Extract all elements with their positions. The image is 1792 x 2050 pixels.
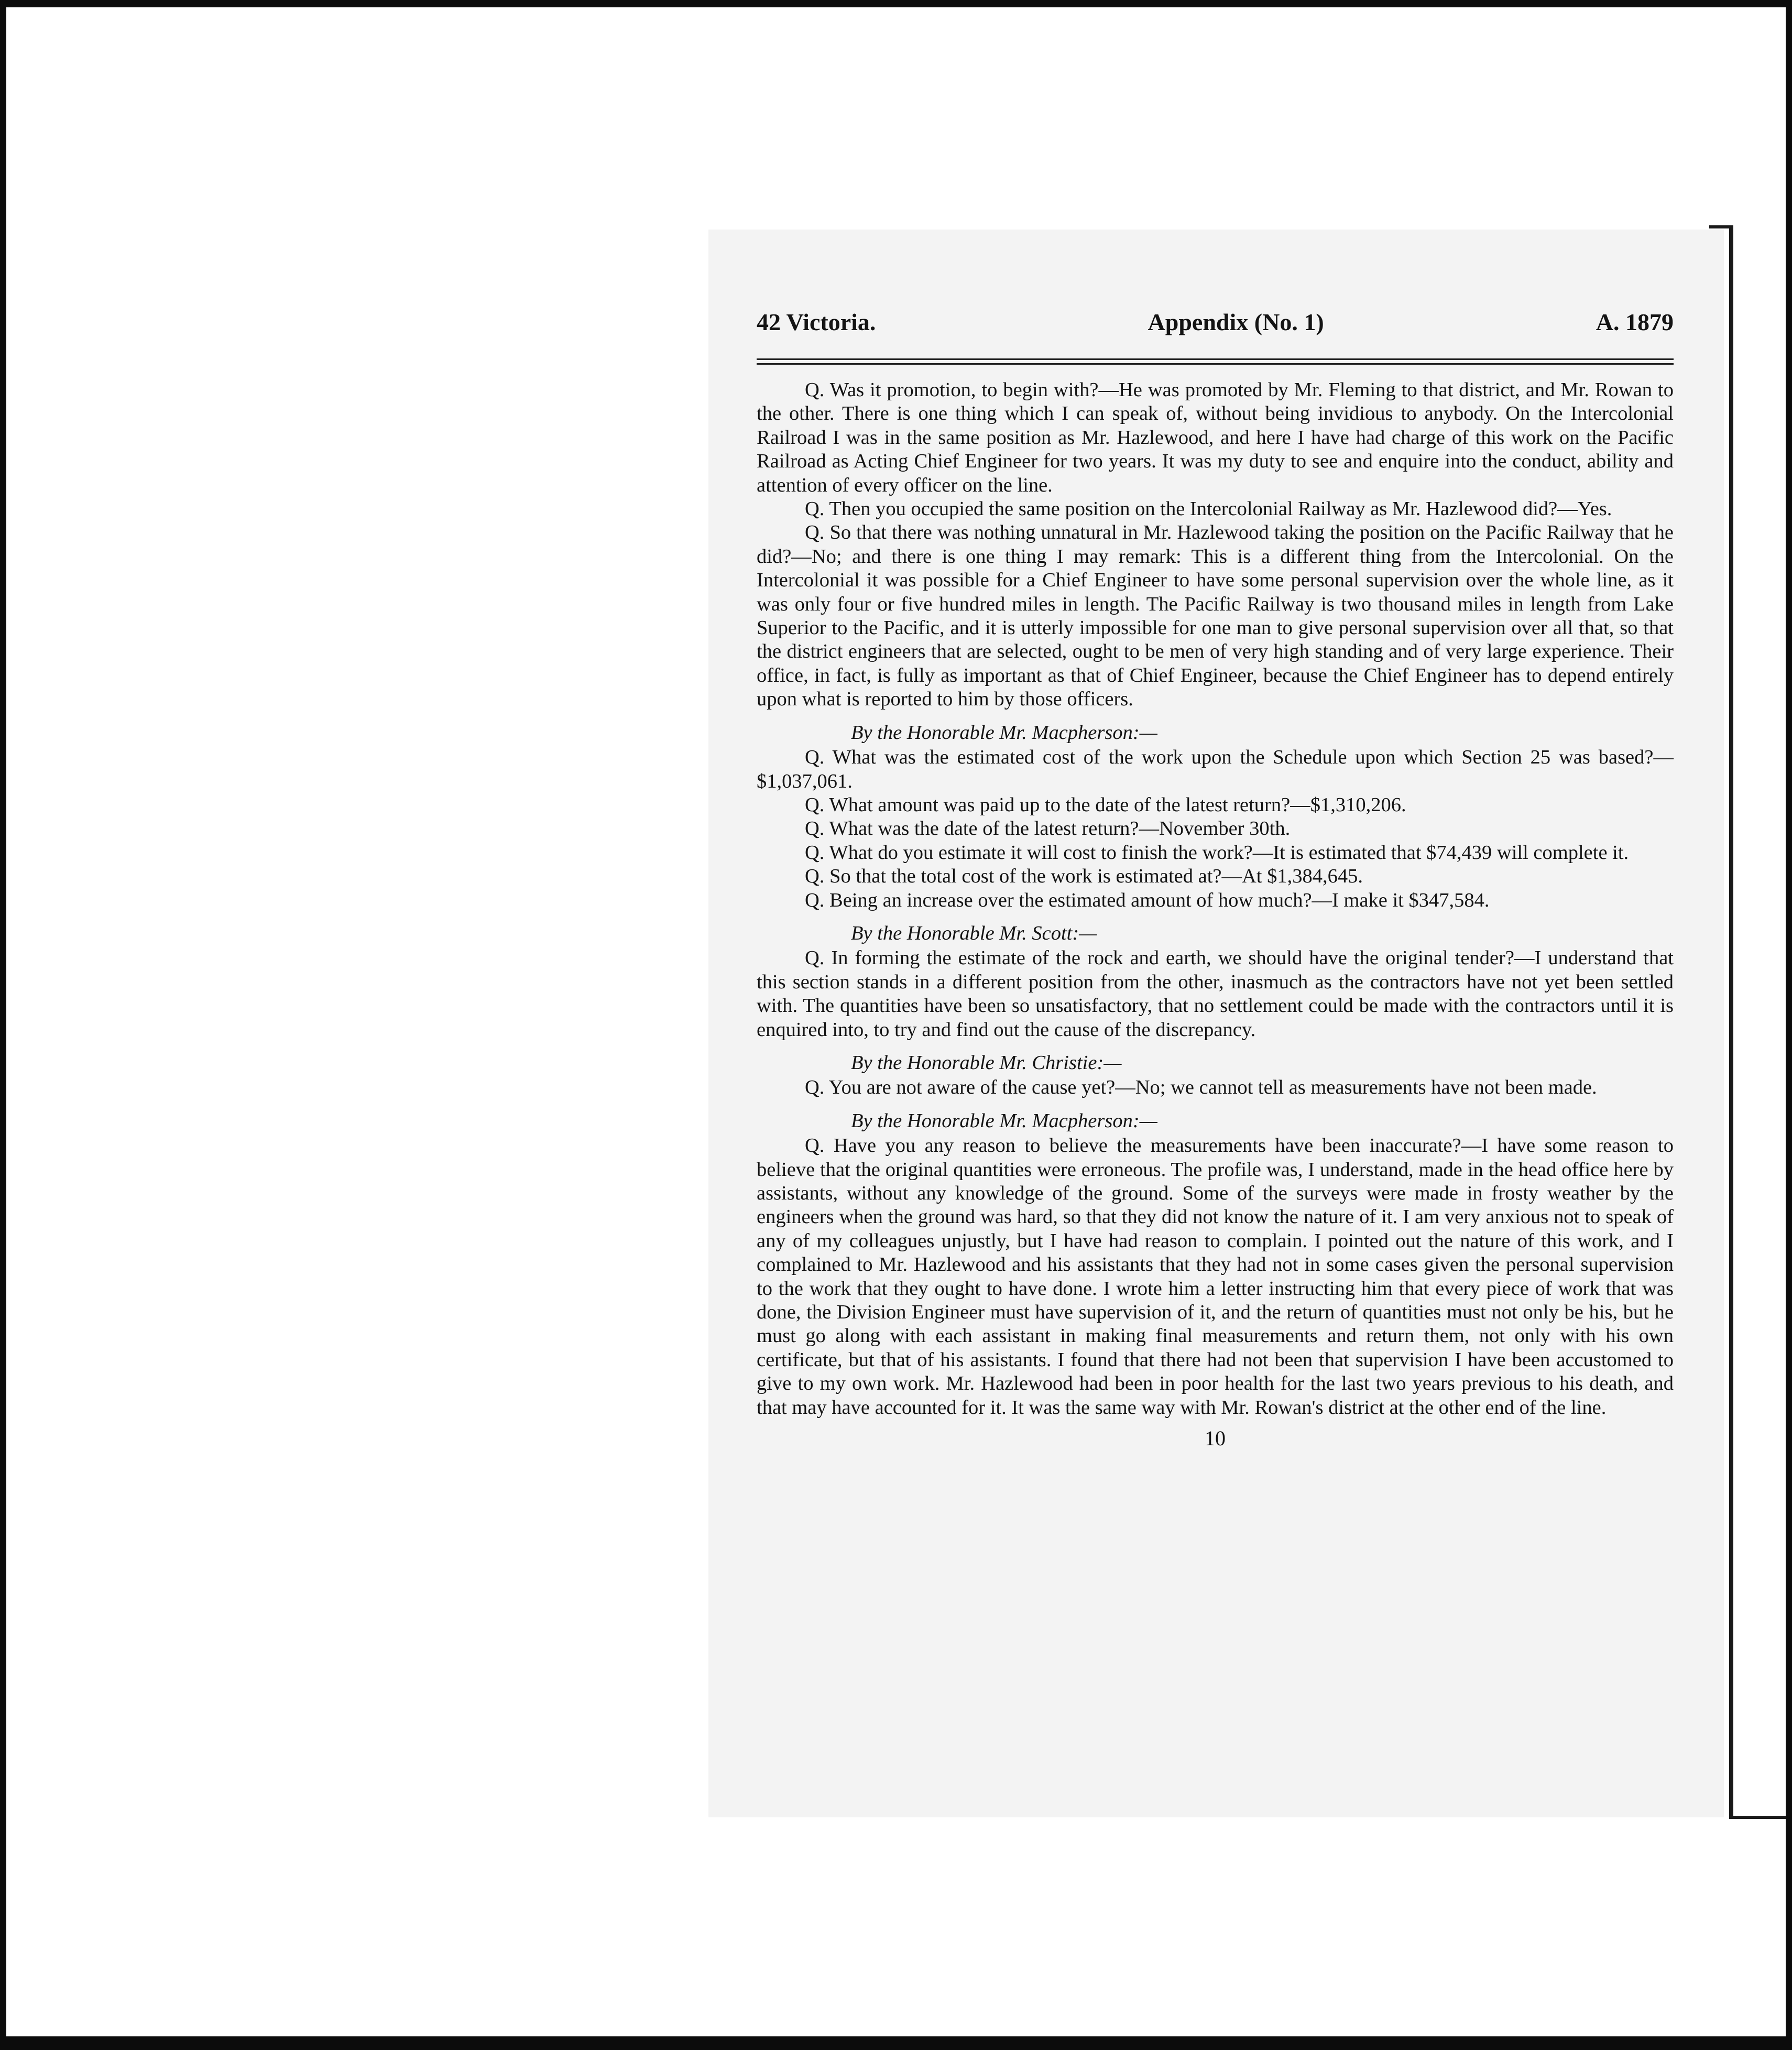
speaker-heading: By the Honorable Mr. Scott:— [851, 922, 1097, 944]
running-header [757, 308, 1674, 345]
paragraph: Q. So that there was nothing unnatural in Mr. Hazlewood taking the position on the Pacific Railway that he did?—No; and there is one thing I may remark: This is a different thing from the Intercolonial. On the Intercolonial it was possible for a Chief Engineer to have some personal supervision over the whole line, as it was only four or five hundred miles in length. The Pacific Railway is two thousand miles in length from Lake Superior to the Pacific, and it is utterly impossible for one man to give personal supervision over all that, so that the district engineers that are selected, ought to be men of very high standing and of very large experience. Their office, in fact, is fully as important as that of Chief Engineer, because the Chief Engineer has to depend entirely upon what is reported to him by those officers. [757, 521, 1674, 711]
header-left: 42 Victoria. [757, 309, 876, 335]
header-right: A. 1879 [1596, 309, 1674, 335]
header-rule-double [757, 363, 1674, 365]
scan-border-bottom [0, 2036, 1792, 2050]
body-text [757, 378, 1674, 1420]
speaker-heading: By the Honorable Mr. Macpherson:— [851, 1109, 1157, 1132]
speaker-heading: By the Honorable Mr. Macpherson:— [851, 721, 1157, 744]
document-page [708, 230, 1724, 1817]
page-number: 10 [1205, 1426, 1226, 1451]
page-content [757, 308, 1674, 1451]
paragraph: Q. What do you estimate it will cost to finish the work?—It is estimated that $74,439 will complete it. [805, 841, 1629, 864]
paragraph: Q. Then you occupied the same position on the Intercolonial Railway as Mr. Hazlewood did?—Yes. [805, 498, 1612, 520]
header-center: Appendix (No. 1) [1148, 309, 1324, 335]
scan-border-top [0, 0, 1792, 7]
header-rule [757, 358, 1674, 360]
binding-corner-top [1709, 225, 1733, 228]
scan-border-right [1786, 0, 1792, 2050]
paragraph: Q. What amount was paid up to the date of the latest return?—$1,310,206. [805, 793, 1406, 816]
paragraph: Q. Have you any reason to believe the measurements have been inaccurate?—I have some reason to believe that the original quantities were erroneous. The profile was, I understand, made in the head office here by assistants, without any knowledge of the ground. Some of the surveys were made in frosty weather by the engineers when the ground was hard, so that they did not know the nature of it. I am very anxious not to speak of any of my colleagues unjustly, but I have had reason to complain. I pointed out the nature of this work, and I complained to Mr. Hazlewood and his assistants that they had not in some cases given the personal supervision to the work that they ought to have done. I wrote him a letter instructing him that every piece of work that was done, the Division Engineer must have supervision of it, and the return of quantities must not only be his, but he must go along with each assistant in making final measurements and return them, not only with his own certificate, but that of his assistants. I found that there had not been that supervision I have been accustomed to give to my own work. Mr. Hazlewood had been in poor health for the last two years previous to his death, and that may have accounted for it. It was the same way with Mr. Rowan's district at the other end of the line. [757, 1135, 1674, 1419]
paragraph: Q. In forming the estimate of the rock and earth, we should have the original tender?—I understand that this section stands in a different position from the other, inasmuch as the contractors have not yet been settled with. The quantities have been so unsatisfactory, that no settlement could be made with the contractors until it is enquired into, to try and find out the cause of the discrepancy. [757, 947, 1674, 1041]
paragraph: Q. What was the date of the latest return?—November 30th. [805, 817, 1291, 840]
paragraph: Q. Was it promotion, to begin with?—He was promoted by Mr. Fleming to that district, and Mr. Rowan to the other. There is one thing which I can speak of, without being invidious to anybody. On the Intercolonial Railroad I was in the same position as Mr. Hazlewood, and here I have had charge of this work on the Pacific Railroad as Acting Chief Engineer for two years. It was my duty to see and enquire into the conduct, ability and attention of every officer on the line. [757, 379, 1674, 496]
paragraph: Q. Being an increase over the estimated amount of how much?—I make it $347,584. [805, 889, 1490, 911]
binding-edge [1729, 225, 1733, 1818]
paragraph: Q. What was the estimated cost of the work upon the Schedule upon which Section 25 was based?—$1,037,061. [757, 746, 1674, 792]
binding-corner-bottom [1729, 1816, 1786, 1819]
paragraph: Q. You are not aware of the cause yet?—No; we cannot tell as measurements have not been made. [805, 1076, 1597, 1099]
speaker-heading: By the Honorable Mr. Christie:— [851, 1051, 1122, 1074]
paragraph: Q. So that the total cost of the work is estimated at?—At $1,384,645. [805, 865, 1363, 888]
scan-border-left [0, 0, 6, 2050]
